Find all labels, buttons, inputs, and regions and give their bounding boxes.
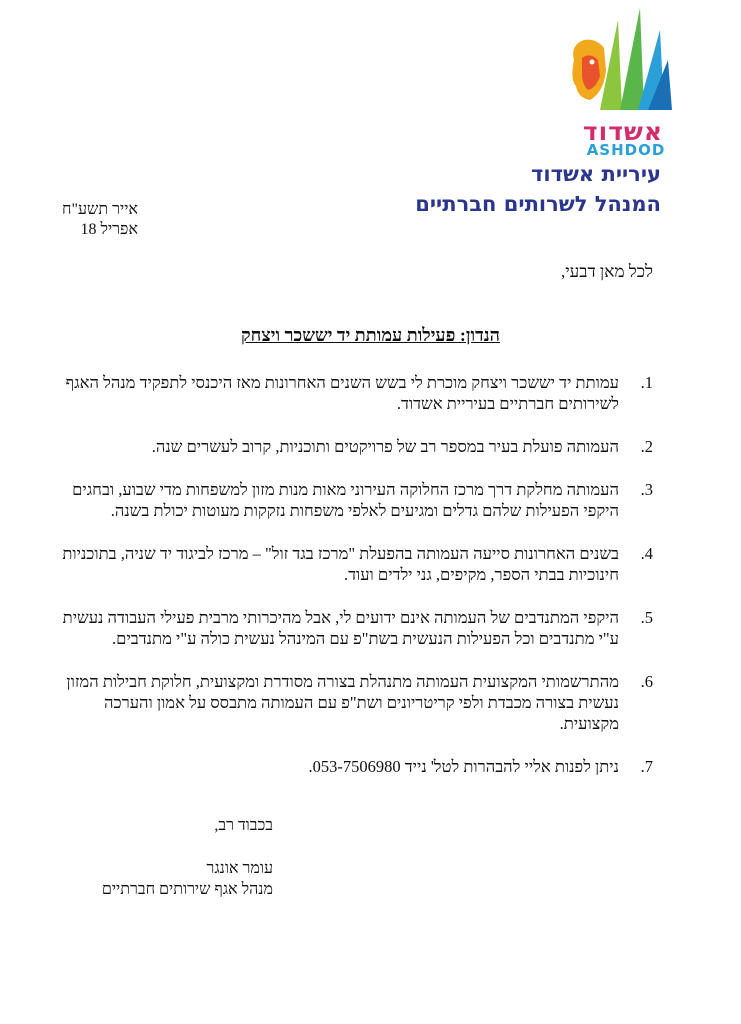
item-number: 4. (640, 544, 653, 563)
item-text: העמותה פועלת בעיר במספר רב של פרויקטים ותוכניות, קרוב לעשרים שנה. (151, 437, 619, 456)
item-text: מהתרשמותי המקצועית העמותה מתנהלת בצורה מסודרת ומקצועית, חלוקת חבילות המזון נעשית בצורה מכבדת ולפי קריטריונים ושת"פ עם העמותה מתבסס על אמון והערכה מקצועית. (66, 672, 619, 733)
org-department-name: המנהל לשרותים חברתיים (415, 192, 661, 216)
signature-block (102, 815, 273, 900)
item-number: 7. (640, 757, 653, 776)
org-city-name: עיריית אשדוד (531, 162, 661, 186)
list-item (52, 479, 653, 521)
item-text: ניתן לפנות אליי להבהרות לטל' נייד 053-7506980. (308, 757, 619, 776)
item-text: היקפי המתנדבים של העמותה אינם ידועים לי, אבל מהיכרותי מרבית פעילי העבודה נעשית ע"י מתנדבים וכל הפעילות הנעשית בשת"פ עם המינהל נעשית כולה ע"י מתנדבים. (62, 608, 619, 648)
logo-hebrew-word: אשדוד (582, 117, 664, 146)
item-number: 1. (640, 373, 653, 392)
item-text: בשנים האחרונות סייעה העמותה בהפעלת "מרכז בגד זול" – מרכז לביגוד יד שניה, בתוכניות חינוכיות בבתי הספר, מקיפים, גני ילדים ועוד. (62, 544, 619, 584)
item-text: העמותה מחלקת דרך מרכז החלוקה העירוני מאות מנות מזון למשפחות מדי שבוע, ובחגים היקפי הפעילות שלהם גדלים ומגיעים לאלפי משפחות נזקקות מעוטות יכולת בשנה. (72, 480, 619, 520)
item-number: 2. (640, 437, 653, 456)
gregorian-date: אפריל 18 (80, 221, 138, 238)
subject-line: הנדון: פעילות עמותת יד יששכר ויצחק (241, 325, 500, 345)
greeting: לכל מאן דבעי, (560, 262, 653, 281)
item-number: 3. (640, 480, 653, 499)
signer-title: מנהל אגף שירותים חברתיים (101, 881, 273, 898)
list-item (52, 756, 653, 777)
item-text: עמותת יד יששכר ויצחק מוכרת לי בשש השנים האחרונות מאז היכנסי לתפקיד מנהל האגף לשירותים חברתיים בעיריית אשדוד. (65, 373, 619, 413)
list-item (52, 543, 653, 585)
numbered-list (52, 372, 653, 799)
hebrew-date: אייר תשע"ח (62, 201, 138, 218)
list-item (52, 671, 653, 734)
logo-english-word: ASHDOD (586, 141, 666, 159)
signer-name: עומר אונגר (206, 860, 273, 877)
item-number: 5. (640, 608, 653, 627)
date-block (18, 200, 138, 240)
list-item (52, 436, 653, 457)
list-item (52, 607, 653, 649)
item-number: 6. (640, 672, 653, 691)
regards: בכבוד רב, (214, 817, 273, 834)
list-item (52, 372, 653, 414)
